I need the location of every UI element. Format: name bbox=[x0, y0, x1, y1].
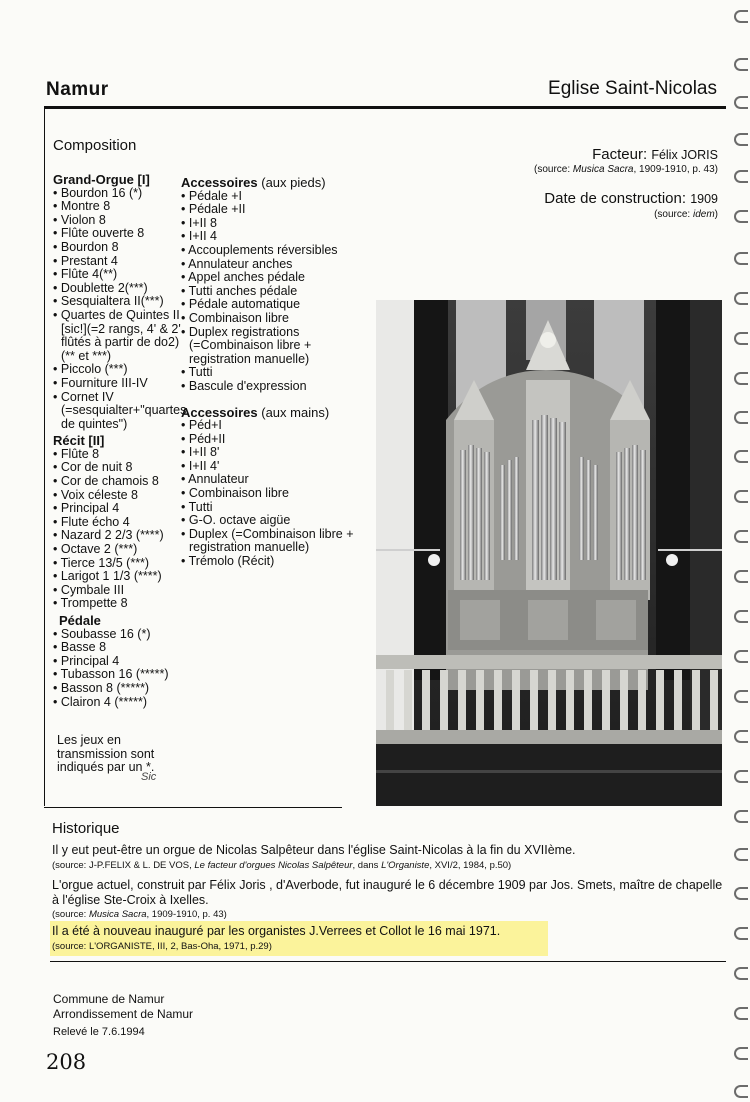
ring bbox=[734, 530, 748, 543]
ring bbox=[734, 411, 748, 424]
ring bbox=[734, 96, 748, 109]
church-heading: Eglise Saint-Nicolas bbox=[548, 78, 717, 99]
ring bbox=[734, 927, 748, 940]
commune: Commune de Namur bbox=[53, 992, 165, 1006]
stop-item: • Principal 4 bbox=[53, 502, 181, 516]
accessories-feet-heading bbox=[181, 176, 356, 190]
stop-item: • Bourdon 16 (*) bbox=[53, 187, 181, 201]
history-paragraph-2: L'orgue actuel, construit par Félix Joris , d'Averbode, fut inauguré le 6 décembre 1909 par Jos. Smets, maître de chapelle à l'église Ste-Croix à Ixelles. bbox=[52, 878, 723, 907]
accessory-item: • Péd+II bbox=[181, 433, 356, 447]
source-journal: L'Organiste bbox=[381, 860, 430, 871]
accessory-item: • Pédale +I bbox=[181, 190, 356, 204]
stop-item: • Tubasson 16 (*****) bbox=[53, 668, 181, 682]
stop-item: • Flûte 8 bbox=[53, 448, 181, 462]
source-rest: , 1909-1910, p. 43) bbox=[633, 164, 718, 175]
ring bbox=[734, 292, 748, 305]
frame-bottom-rule bbox=[44, 807, 342, 808]
composition-title: Composition bbox=[53, 137, 137, 154]
builder-name: Félix JORIS bbox=[651, 148, 718, 162]
source-rest: , 1909-1910, p. 43) bbox=[146, 909, 227, 920]
stop-item: • Cornet IV (=sesquialter+"quartes de quintes") bbox=[53, 391, 181, 432]
history-source-2 bbox=[52, 907, 732, 922]
stop-item: • Piccolo (***) bbox=[53, 363, 181, 377]
stop-item: • Flûte 4(**) bbox=[53, 268, 181, 282]
stop-item: • Cor de nuit 8 bbox=[53, 461, 181, 475]
accessory-item: • I+II 8 bbox=[181, 217, 356, 231]
stop-item: • Clairon 4 (*****) bbox=[53, 696, 181, 710]
stop-item: • Fourniture III-IV bbox=[53, 377, 181, 391]
accessories-feet-sub: (aux pieds) bbox=[261, 175, 326, 190]
ring bbox=[734, 1047, 748, 1060]
construction-date-line bbox=[544, 190, 718, 207]
accessory-item: • Annulateur bbox=[181, 473, 356, 487]
history-paragraph-3: Il a été à nouveau inauguré par les organistes J.Verrees et Collot le 16 mai 1971. bbox=[52, 924, 501, 938]
accessory-item: • Accouplements réversibles bbox=[181, 244, 356, 258]
accessory-item: • Trémolo (Récit) bbox=[181, 555, 356, 569]
ring bbox=[734, 848, 748, 861]
stop-item: • Basse 8 bbox=[53, 641, 181, 655]
history-source-1 bbox=[52, 858, 732, 873]
stop-item: • Prestant 4 bbox=[53, 255, 181, 269]
accessory-item: • I+II 4 bbox=[181, 230, 356, 244]
stop-item: • Trompette 8 bbox=[53, 597, 181, 611]
stop-item: • Principal 4 bbox=[53, 655, 181, 669]
stop-item: • Basson 8 (*****) bbox=[53, 682, 181, 696]
ring bbox=[734, 170, 748, 183]
accessory-item: • Péd+I bbox=[181, 419, 356, 433]
accessory-item: • Pédale +II bbox=[181, 203, 356, 217]
accessory-item: • Appel anches pédale bbox=[181, 271, 356, 285]
stop-item: • Flute écho 4 bbox=[53, 516, 181, 530]
ring bbox=[734, 650, 748, 663]
handwritten-annotation: Sic bbox=[141, 771, 157, 783]
accessory-item: • I+II 4' bbox=[181, 460, 356, 474]
accessories-feet-title: Accessoires bbox=[181, 175, 258, 190]
stop-item: • Soubasse 16 (*) bbox=[53, 628, 181, 642]
stop-item: • Violon 8 bbox=[53, 214, 181, 228]
pedale-heading: Pédale bbox=[59, 613, 101, 628]
source-title: Musica Sacra bbox=[88, 909, 147, 920]
accessory-item: • Combinaison libre bbox=[181, 487, 356, 501]
source-prefix: (source: J-P.FELIX & L. DE VOS, bbox=[52, 860, 192, 871]
stop-item: • Voix céleste 8 bbox=[53, 489, 181, 503]
recit-heading: Récit [II] bbox=[53, 433, 105, 449]
accessory-item: • Annulateur anches bbox=[181, 258, 356, 272]
stop-item: • Larigot 1 1/3 (****) bbox=[53, 570, 181, 584]
construction-source bbox=[654, 209, 718, 220]
accessory-item: • Combinaison libre bbox=[181, 312, 356, 326]
accessory-item: • I+II 8' bbox=[181, 446, 356, 460]
source-title: Le facteur d'orgues Nicolas Salpêteur bbox=[194, 860, 353, 871]
stop-item: • Nazard 2 2/3 (****) bbox=[53, 529, 181, 543]
source-title: Musica Sacra bbox=[572, 164, 634, 175]
frame-left-rule bbox=[44, 106, 45, 806]
city-heading: Namur bbox=[46, 79, 109, 100]
stop-item: • Sesquialtera II(***) bbox=[53, 295, 181, 309]
ring bbox=[734, 690, 748, 703]
ring bbox=[734, 252, 748, 265]
source-prefix: (source: bbox=[534, 164, 571, 175]
historique-title: Historique bbox=[52, 820, 120, 837]
stop-item: • Bourdon 8 bbox=[53, 241, 181, 255]
ring bbox=[734, 887, 748, 900]
accessory-item: • Duplex (=Combinaison libre + registration manuelle) bbox=[181, 528, 356, 555]
stop-item: • Cor de chamois 8 bbox=[53, 475, 181, 489]
accessory-item: • Tutti anches pédale bbox=[181, 285, 356, 299]
history-paragraph-1: Il y eut peut-être un orgue de Nicolas Salpêteur dans l'église Saint-Nicolas à la fin du XVIIème. bbox=[52, 843, 576, 857]
transmission-note: Les jeux en transmission sont indiqués par un *. bbox=[57, 733, 155, 775]
stops-column bbox=[53, 170, 187, 709]
ring bbox=[734, 1085, 748, 1098]
stop-item: • Montre 8 bbox=[53, 200, 181, 214]
ring bbox=[734, 610, 748, 623]
stop-item: • Quartes de Quintes II [sic!](=2 rangs, 4' & 2' flûtés à partir de do2) (** et ***) bbox=[53, 309, 181, 363]
ring bbox=[734, 450, 748, 463]
ring bbox=[734, 967, 748, 980]
organ-photo bbox=[376, 300, 722, 806]
section-rule bbox=[50, 961, 726, 962]
ring bbox=[734, 810, 748, 823]
ring bbox=[734, 730, 748, 743]
construction-year: 1909 bbox=[690, 192, 718, 206]
header-rule bbox=[44, 106, 726, 109]
accessory-item: • Duplex registrations (=Combinaison libre + registration manuelle) bbox=[181, 326, 356, 367]
accessory-item: • Bascule d'expression bbox=[181, 380, 356, 394]
ring bbox=[734, 133, 748, 146]
accessories-hands-sub: (aux mains) bbox=[261, 404, 330, 420]
survey-date: Relevé le 7.6.1994 bbox=[53, 1026, 145, 1038]
accessory-item: • G-O. octave aigüe bbox=[181, 514, 356, 528]
builder-label: Facteur: bbox=[592, 146, 648, 163]
stop-item: • Octave 2 (***) bbox=[53, 543, 181, 557]
ring bbox=[734, 570, 748, 583]
ring bbox=[734, 332, 748, 345]
stop-item: • Doublette 2(***) bbox=[53, 282, 181, 296]
source-rest: ) bbox=[714, 209, 718, 220]
ring bbox=[734, 1007, 748, 1020]
ring bbox=[734, 372, 748, 385]
source-title: idem bbox=[692, 209, 715, 220]
accessory-item: • Tutti bbox=[181, 366, 356, 380]
grand-orgue-heading: Grand-Orgue [I] bbox=[53, 172, 150, 187]
source-in: , dans bbox=[352, 860, 379, 871]
accessory-item: • Pédale automatique bbox=[181, 298, 356, 312]
accessories-hands-title: Accessoires bbox=[181, 404, 258, 420]
ring bbox=[734, 770, 748, 783]
source-rest: , XVI/2, 1984, p.50) bbox=[429, 860, 512, 871]
ring bbox=[734, 490, 748, 503]
ring bbox=[734, 58, 748, 71]
accessories-hands-heading bbox=[181, 406, 356, 420]
stop-item: • Cymbale III bbox=[53, 584, 181, 598]
stop-item: • Tierce 13/5 (***) bbox=[53, 557, 181, 571]
builder-line bbox=[592, 146, 718, 163]
source-prefix: (source: bbox=[654, 209, 691, 220]
construction-label: Date de construction: bbox=[544, 190, 687, 207]
accessory-item: • Tutti bbox=[181, 501, 356, 515]
stop-item: • Flûte ouverte 8 bbox=[53, 227, 181, 241]
arrondissement: Arrondissement de Namur bbox=[53, 1007, 194, 1021]
builder-source bbox=[534, 164, 718, 175]
accessories-column bbox=[181, 173, 356, 569]
history-source-3: (source: L'ORGANISTE, III, 2, Bas-Oha, 1971, p.29) bbox=[52, 941, 272, 952]
ring bbox=[734, 210, 748, 223]
source-prefix: (source: bbox=[52, 909, 87, 920]
ring bbox=[734, 10, 748, 23]
page-number: 208 bbox=[46, 1050, 87, 1074]
